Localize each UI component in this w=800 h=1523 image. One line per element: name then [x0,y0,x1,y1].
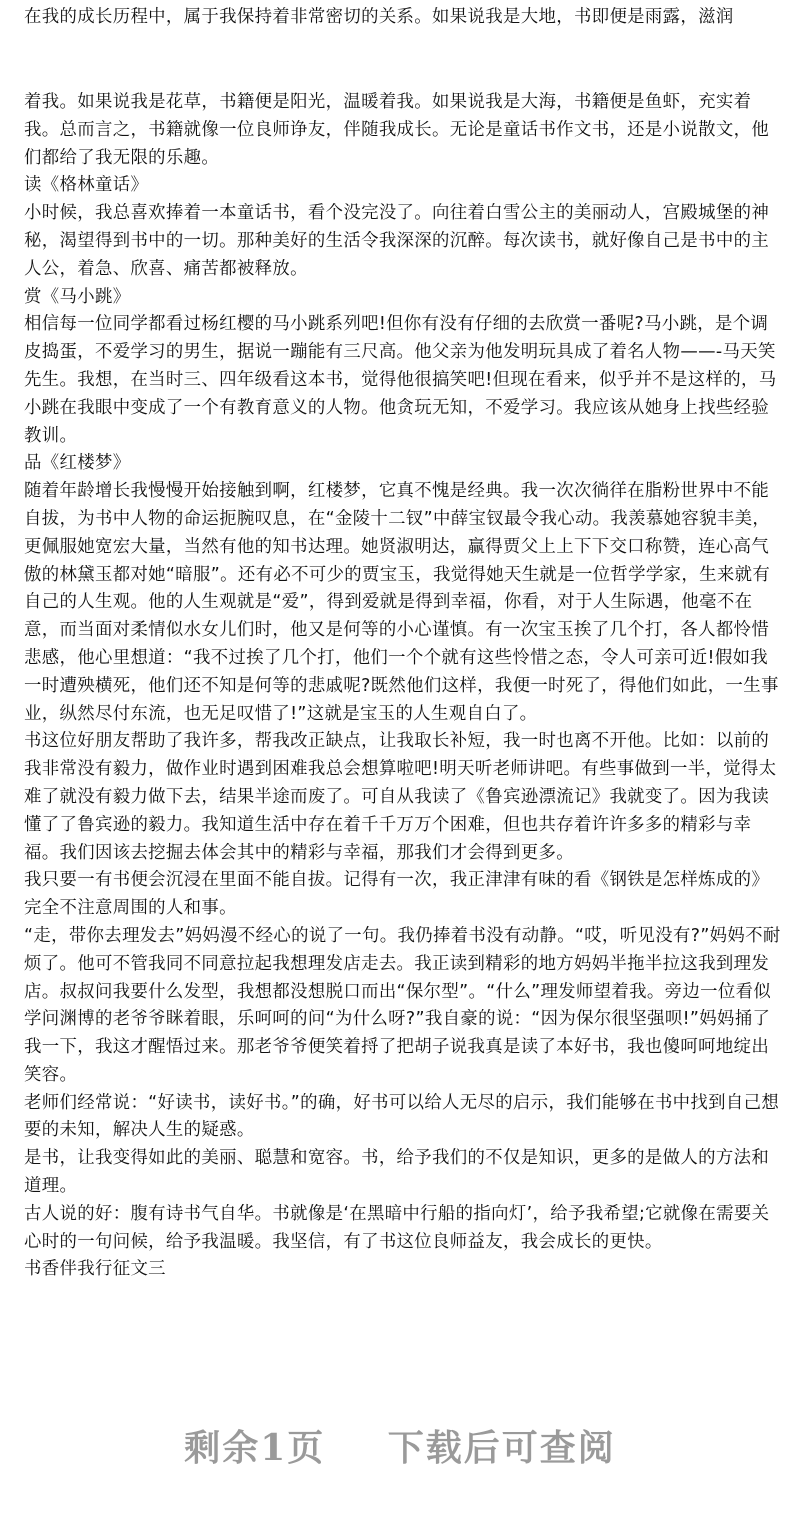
paragraph: 我只要一有书便会沉浸在里面不能自拔。记得有一次，我正津津有味的看《钢铁是怎样炼成的》完全不注意周围的人和事。 [24,870,770,919]
paragraph: 相信每一位同学都看过杨红樱的马小跳系列吧!但你有没有仔细的去欣赏一番呢?马小跳，是个调皮捣蛋，不爱学习的男生，据说一蹦能有三尺高。他父亲为他发明玩具成了着名人物——-马天笑先生。我想，在当时三、四年级看这本书，觉得他很搞笑吧!但现在看来，似乎并不是这样的，马小跳在我眼中变成了一个有教育意义的人物。他贪玩无知，不爱学习。我应该从她身上找些经验教训。 [24,314,777,446]
paragraph: 是书，让我变得如此的美丽、聪慧和宽容。书，给予我们的不仅是知识，更多的是做人的方法和道理。 [24,1148,770,1197]
paragraph: “走，带你去理发去”妈妈漫不经心的说了一句。我仍捧着书没有动静。“哎，听见没有?”妈妈不耐烦了。他可不管我同不同意拉起我想理发店走去。我正读到精彩的地方妈妈半拖半拉这我到理发店。叔叔问我要什么发型，我想都没想脱口而出“保尔型”。“什么”理发师望着我。旁边一位看似学问渊博的老爷爷眯着眼，乐呵呵的问“为什么呀?”我自豪的说：“因为保尔很坚强呗!”妈妈捅了我一下，我这才醒悟过来。那老爷爷便笑着捋了把胡子说我真是读了本好书，我也傻呵呵地绽出笑容。 [24,925,781,1085]
paragraph: 书这位好朋友帮助了我许多，帮我改正缺点，让我取长补短，我一时也离不开他。比如：以前的我非常没有毅力，做作业时遇到困难我总会想算啦吧!明天听老师讲吧。有些事做到一半，觉得太难了就没有毅力做下去，结果半途而废了。可自从我读了《鲁宾逊漂流记》我就变了。因为我读懂了了鲁宾逊的毅力。我知道生活中存在着千千万万个困难，但也共存着许许多多的精彩与幸福。我们因该去挖掘去体会其中的精彩与幸福，那我们才会得到更多。 [24,731,777,863]
remaining-pages-label: 剩余1页 [184,1427,326,1469]
remaining-pages-banner[interactable] [0,1420,800,1471]
section-heading: 品《红楼梦》 [24,453,131,474]
section-heading: 赏《马小跳》 [24,286,131,307]
paragraph: 小时候，我总喜欢捧着一本童话书，看个没完没了。向往着白雪公主的美丽动人，宫殿城堡的神秘，渴望得到书中的一切。那种美好的生活令我深深的沉醉。每次读书，就好像自己是书中的主人公，着急、欣喜、痛苦都被释放。 [24,203,770,279]
next-title: 书香伴我行征文三 [24,1259,166,1280]
text-block-main [24,89,784,1284]
download-to-read-label: 下载后可查阅 [387,1427,616,1469]
paragraph: 在我的成长历程中，属于我保持着非常密切的关系。如果说我是大地，书即便是雨露，滋润 [24,7,734,27]
section-heading: 读《格林童话》 [24,175,149,196]
paragraph: 着我。如果说我是花草，书籍便是阳光，温暖着我。如果说我是大海，书籍便是鱼虾，充实着我。总而言之，书籍就像一位良师诤友，伴随我成长。无论是童话书作文书，还是小说散文，他们都给了我无限的乐趣。 [24,92,770,168]
text-block-top [24,4,784,32]
paragraph: 随着年龄增长我慢慢开始接触到啊，红楼梦，它真不愧是经典。我一次次徜徉在脂粉世界中不能自拔，为书中人物的命运扼腕叹息，在“金陵十二钗”中薛宝钗最令我心动。我羡慕她容貌丰美，更佩服她宽宏大量，当然有他的知书达理。她贤淑明达，赢得贾父上上下下交口称赞，连心高气傲的林黛玉都对她“暗服”。还有必不可少的贾宝玉，我觉得她天生就是一位哲学学家，生来就有自己的人生观。他的人生观就是“爱”，得到爱就是得到幸福，你看，对于人生际遇，他毫不在意，而当面对柔情似水女儿们时，他又是何等的小心谨慎。有一次宝玉挨了几个打，各人都怜惜悲感，他心里想道：“我不过挨了几个打，他们一个个就有这些怜惜之态，令人可亲可近!假如我一时遭殃横死，他们还不知是何等的悲戚呢?既然他们这样，我便一时死了，得他们如此，一生事业，纵然尽付东流，也无足叹惜了!”这就是宝玉的人生观自白了。 [24,481,779,724]
paragraph: 老师们经常说：“好读书，读好书。”的确，好书可以给人无尽的启示，我们能够在书中找到自己想要的未知，解决人生的疑惑。 [24,1092,780,1141]
paragraph: 古人说的好：腹有诗书气自华。书就像是‘在黑暗中行船的指向灯’，给予我希望;它就像在需要关心时的一句问候，给予我温暖。我坚信，有了书这位良师益友，我会成长的更快。 [24,1203,770,1252]
